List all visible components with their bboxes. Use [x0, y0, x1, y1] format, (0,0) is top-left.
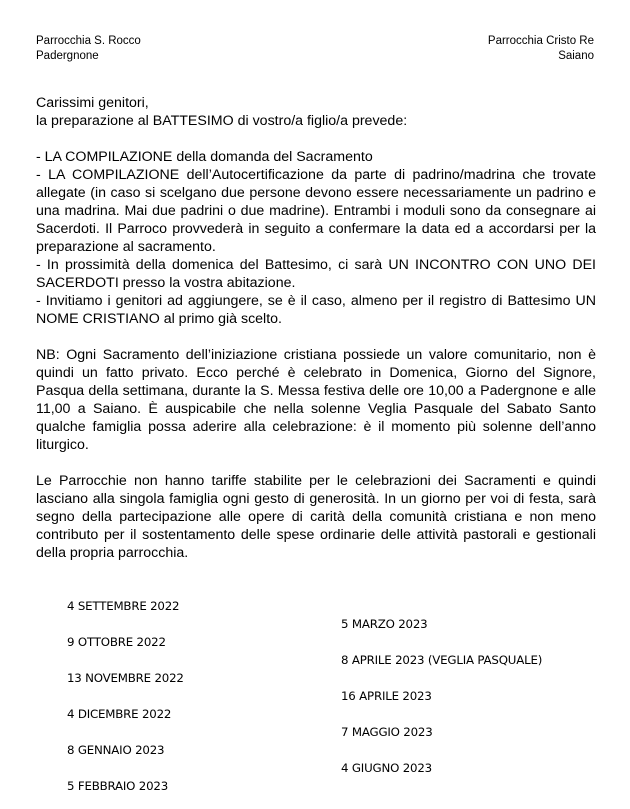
intro: la preparazione al BATTESIMO di vostro/a figlio/a prevede: — [36, 113, 408, 129]
date-item: 5 MARZO 2023 — [341, 617, 428, 631]
date-item: 5 FEBBRAIO 2023 — [67, 779, 169, 793]
list-item: - LA COMPILAZIONE della domanda del Sacramento — [36, 149, 373, 165]
parish-header-left — [36, 34, 141, 64]
date-item: 8 GENNAIO 2023 — [67, 743, 165, 757]
parish-location-right: Saiano — [558, 50, 594, 62]
letter-body — [36, 94, 596, 562]
date-item: 4 SETTEMBRE 2022 — [67, 599, 180, 613]
date-item: 13 NOVEMBRE 2022 — [67, 671, 184, 685]
date-item: 4 GIUGNO 2023 — [341, 761, 432, 775]
list-item: - LA COMPILAZIONE dell’Autocertificazione da parte di padrino/madrina che trovate allegate (in caso si scelgano due persone devono essere necessariamente un padrino e una madrina. Mai due padrini o due madrine). Entrambi i moduli sono da consegnare ai Sacerdoti. Il Parroco provvederà in seguito a confermare la data ed a accordarsi per la preparazione al sacramento. — [36, 167, 596, 255]
date-item: 4 DICEMBRE 2022 — [67, 707, 172, 721]
list-item: - Invitiamo i genitori ad aggiungere, se è il caso, almeno per il registro di Battesimo UN NOME CRISTIANO al primo già scelto. — [36, 293, 596, 327]
parish-name-left: Parrocchia S. Rocco — [36, 35, 141, 47]
parish-header-right — [488, 34, 594, 64]
parish-location-left: Padergnone — [36, 50, 99, 62]
date-item: 16 APRILE 2023 — [341, 689, 432, 703]
date-item: 8 APRILE 2023 (VEGLIA PASQUALE) — [341, 653, 543, 667]
date-item: 7 MAGGIO 2023 — [341, 725, 433, 739]
parish-name-right: Parrocchia Cristo Re — [487, 35, 594, 47]
nb-paragraph: NB: Ogni Sacramento dell’iniziazione cristiana possiede un valore comunitario, non è quindi un fatto privato. Ecco perché è celebrato in Domenica, Giorno del Signore, Pasqua della settimana, durante la S. Messa festiva delle ore 10,00 a Padergnone e alle 11,00 a Saiano. È auspicabile che nella solenne Veglia Pasquale del Sabato Santo qualche famiglia possa aderire alla celebrazione: è il momento più solenne dell’anno liturgico. — [36, 347, 596, 453]
list-item: - In prossimità della domenica del Battesimo, ci sarà UN INCONTRO CON UNO DEI SACERDOTI presso la vostra abitazione. — [36, 257, 596, 291]
date-item: 9 OTTOBRE 2022 — [67, 635, 166, 649]
closing-paragraph: Le Parrocchie non hanno tariffe stabilite per le celebrazioni dei Sacramenti e quindi lasciano alla singola famiglia ogni gesto di generosità. In un giorno per voi di festa, sarà segno della partecipazione alle opere di carità della comunità cristiana e non meno contributo per il sostentamento delle spese ordinarie delle attività pastorali e gestionali della propria parrocchia. — [36, 473, 596, 561]
greeting: Carissimi genitori, — [36, 95, 149, 111]
